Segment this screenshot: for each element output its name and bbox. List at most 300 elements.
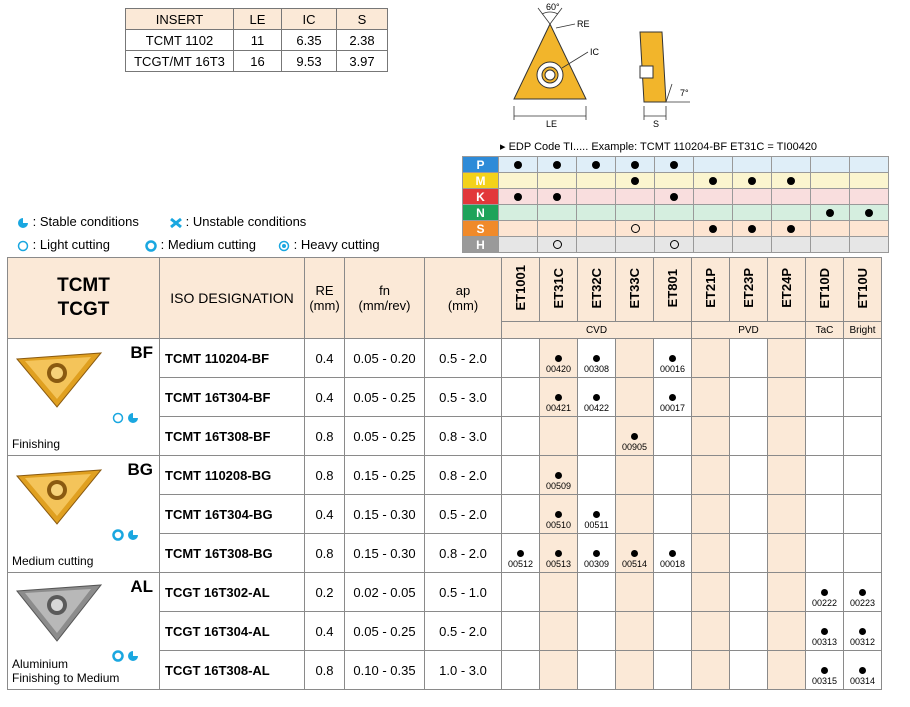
grade-availability-cell [692,339,730,378]
suitable-dot-icon [514,161,522,169]
section-label-wrap [12,554,93,568]
dim-cell: 16 [234,51,282,72]
legend-medium [145,237,256,252]
grade-availability-cell [768,612,806,651]
grade-header-label: ET10D [817,267,832,309]
re-header-label: RE [315,283,334,298]
grade-availability-cell [540,573,578,612]
available-dot-icon [631,433,638,440]
chipbreaker-label: AL [130,577,153,596]
grade-header [768,258,806,322]
available-dot-icon [859,589,866,596]
grade-availability-cell [502,612,540,651]
fn-value: 0.15 - 0.30 [345,495,425,534]
grade-availability-cell [616,573,654,612]
condition-marks-wrap [111,409,145,425]
material-mark-cell [772,221,811,237]
re-label: RE [577,19,590,29]
grade-header-label: ET33C [627,267,642,309]
material-mark-cell [733,221,772,237]
grade-availability-cell [844,612,882,651]
re-value: 0.2 [305,573,345,612]
section-label: Aluminium [12,657,69,671]
grade-availability-cell [502,534,540,573]
material-mark-cell [616,237,655,253]
material-mark-cell [616,205,655,221]
condition-marks-wrap [111,526,145,542]
material-mark-cell [616,173,655,189]
grade-header-label: ET23P [741,268,756,308]
grade-availability-cell [768,378,806,417]
material-mark-cell [772,237,811,253]
ap-value: 0.5 - 2.0 [425,612,502,651]
grade-header-label: ET801 [665,268,680,308]
edp-code: 00017 [659,403,686,413]
iso-designation: TCGT 16T302-AL [160,573,305,612]
fn-header-unit: (mm/rev) [358,298,411,313]
material-mark-cell [577,237,616,253]
material-mark-cell [811,221,850,237]
available-dot-icon [593,355,600,362]
material-mark-cell [850,221,889,237]
available-dot-icon [593,394,600,401]
material-mark-cell [733,237,772,253]
material-mark-cell [811,237,850,253]
grade-availability-cell [578,378,616,417]
grade-availability-cell [844,534,882,573]
edp-note [500,140,817,153]
unstable-conditions-icon [170,217,182,229]
ap-value: 0.5 - 2.0 [425,495,502,534]
iso-designation: TCGT 16T308-AL [160,651,305,690]
grade-availability-cell [844,456,882,495]
iso-designation: TCMT 16T308-BF [160,417,305,456]
grade-availability-cell [806,651,844,690]
edp-code: 00308 [583,364,610,374]
material-mark-cell [694,221,733,237]
available-dot-icon [859,628,866,635]
angle-label: 60° [546,2,560,12]
grade-availability-cell [768,573,806,612]
fn-value: 0.05 - 0.25 [345,378,425,417]
legend-unstable [170,214,306,229]
section-cell-bg [8,456,160,573]
grade-availability-cell [502,495,540,534]
grade-availability-cell [616,417,654,456]
occasional-circle-icon [553,240,562,249]
material-mark-cell [499,221,538,237]
legend-heavy-text: : Heavy cutting [293,237,380,252]
legend-unstable-text: : Unstable conditions [185,214,307,229]
grade-availability-cell [806,456,844,495]
material-letter: N [463,205,499,221]
material-letter: H [463,237,499,253]
material-mark-cell [655,173,694,189]
material-row-n [463,205,889,221]
grade-availability-cell [654,651,692,690]
dim-cell: 9.53 [282,51,337,72]
ap-value: 1.0 - 3.0 [425,651,502,690]
grade-availability-cell [578,612,616,651]
section-label-wrap [12,437,60,451]
material-mark-cell [577,157,616,173]
table-row [8,456,882,495]
suitable-dot-icon [553,161,561,169]
section-cell-bf [8,339,160,456]
iso-designation: TCMT 16T308-BG [160,534,305,573]
dimension-row [126,30,388,51]
insert-grade-table [7,257,882,690]
grade-availability-cell [578,534,616,573]
grade-availability-cell [768,417,806,456]
fn-value: 0.05 - 0.20 [345,339,425,378]
grade-header [806,258,844,322]
iso-header: ISO DESIGNATION [160,258,305,339]
grade-availability-cell [502,456,540,495]
material-mark-cell [850,205,889,221]
material-mark-cell [811,157,850,173]
grade-availability-cell [654,456,692,495]
grade-header [578,258,616,322]
ap-header-label: ap [455,283,471,298]
available-dot-icon [669,394,676,401]
grade-availability-cell [692,612,730,651]
dim-cell: 6.35 [282,30,337,51]
finishing-insert-icon [11,345,107,409]
light-cutting-icon [17,240,29,252]
suitable-dot-icon [631,161,639,169]
material-mark-cell [772,189,811,205]
grade-availability-cell [578,573,616,612]
material-row-k [463,189,889,205]
grade-header-label: ET1001 [513,265,528,311]
available-dot-icon [821,667,828,674]
available-dot-icon [555,355,562,362]
suitable-dot-icon [514,193,522,201]
material-mark-cell [499,173,538,189]
grade-availability-cell [730,495,768,534]
grade-availability-cell [616,456,654,495]
material-mark-cell [538,221,577,237]
ap-header [425,258,502,339]
grade-group-label: CVD [502,322,692,339]
grade-availability-cell [806,495,844,534]
material-row-h [463,237,889,253]
material-mark-cell [538,237,577,253]
grade-availability-cell [654,417,692,456]
grade-availability-cell [616,534,654,573]
suitable-dot-icon [787,225,795,233]
grade-availability-cell [768,495,806,534]
re-value: 0.4 [305,339,345,378]
ic-label: IC [590,47,599,57]
material-mark-cell [772,205,811,221]
chipbreaker-label: BF [130,343,153,362]
grade-availability-cell [806,534,844,573]
grade-header [844,258,882,322]
material-mark-cell [655,157,694,173]
grade-availability-cell [540,612,578,651]
grade-availability-cell [768,456,806,495]
suitable-dot-icon [592,161,600,169]
dim-cell: 11 [234,30,282,51]
s-label: S [653,119,660,129]
grade-availability-cell [692,495,730,534]
edp-code: 00313 [811,637,838,647]
re-value: 0.8 [305,534,345,573]
grade-availability-cell [540,456,578,495]
grade-availability-cell [844,339,882,378]
suitable-dot-icon [631,177,639,185]
material-mark-cell [616,157,655,173]
grade-availability-cell [806,378,844,417]
dim-header-s: S [337,9,388,30]
re-value: 0.8 [305,417,345,456]
grade-availability-cell [844,378,882,417]
grade-availability-cell [540,495,578,534]
grade-availability-cell [654,378,692,417]
suitable-dot-icon [709,177,717,185]
grade-availability-cell [616,339,654,378]
section-label: Finishing [12,437,61,451]
grade-availability-cell [692,417,730,456]
material-mark-cell [811,189,850,205]
material-letter: S [463,221,499,237]
material-mark-cell [733,173,772,189]
suitable-dot-icon [553,193,561,201]
material-row-p [463,157,889,173]
grade-availability-cell [578,651,616,690]
material-mark-cell [811,173,850,189]
grade-availability-cell [692,456,730,495]
grade-availability-cell [730,339,768,378]
condition-marks [111,411,145,425]
suitable-dot-icon [865,209,873,217]
grade-availability-cell [654,534,692,573]
re-header-unit: (mm) [309,298,340,313]
available-dot-icon [555,394,562,401]
fn-value: 0.10 - 0.35 [345,651,425,690]
section-label: Medium cutting [12,554,94,568]
material-row-m [463,173,889,189]
material-row-s [463,221,889,237]
edp-code: 00420 [545,364,572,374]
edp-note-text: EDP Code TI..... Example: TCMT 110204-BF ET31C = TI00420 [508,141,818,153]
material-mark-cell [850,157,889,173]
grade-group-label: TaC [806,322,844,339]
header-row [8,258,882,322]
grade-header-label: ET10U [855,267,870,309]
grade-availability-cell [540,651,578,690]
section-label-line2: Finishing to Medium [12,671,120,685]
aluminium-insert-icon [11,579,107,643]
grade-availability-cell [654,339,692,378]
edp-code: 00510 [545,520,572,530]
material-mark-cell [694,189,733,205]
iso-designation: TCMT 110208-BG [160,456,305,495]
material-mark-cell [772,173,811,189]
grade-availability-cell [730,573,768,612]
insert-side-view [640,32,690,129]
material-mark-cell [616,221,655,237]
suitable-dot-icon [748,177,756,185]
material-mark-cell [538,157,577,173]
edp-code: 00309 [583,559,610,569]
material-mark-cell [577,221,616,237]
ap-header-unit: (mm) [447,298,479,313]
iso-designation: TCGT 16T304-AL [160,612,305,651]
grade-availability-cell [844,495,882,534]
grade-availability-cell [616,651,654,690]
grade-availability-cell [730,534,768,573]
available-dot-icon [517,550,524,557]
grade-availability-cell [540,378,578,417]
dim-header-le: LE [234,9,282,30]
grade-availability-cell [616,612,654,651]
grade-availability-cell [692,573,730,612]
material-mark-cell [538,205,577,221]
edp-code: 00223 [849,598,876,608]
material-mark-cell [850,237,889,253]
heavy-cutting-icon [278,240,290,252]
edp-code: 00315 [811,676,838,686]
insert-image [11,579,107,646]
ap-value: 0.8 - 2.0 [425,534,502,573]
grade-availability-cell [654,612,692,651]
material-mark-cell [694,173,733,189]
available-dot-icon [821,589,828,596]
available-dot-icon [669,355,676,362]
family-line1: TCMT [57,275,110,296]
grade-availability-cell [806,573,844,612]
grade-group-label: Bright [844,322,882,339]
iso-designation: TCMT 16T304-BG [160,495,305,534]
fn-value: 0.15 - 0.30 [345,534,425,573]
iso-designation: TCMT 110204-BF [160,339,305,378]
grade-availability-cell [730,651,768,690]
grade-availability-cell [616,378,654,417]
material-mark-cell [499,205,538,221]
dimension-row [126,51,388,72]
suitable-dot-icon [670,193,678,201]
suitable-dot-icon [748,225,756,233]
medium-insert-icon [11,462,107,526]
chipbreaker-label: BG [127,460,153,479]
grade-availability-cell [844,417,882,456]
le-label: LE [546,119,558,129]
insert-drawing [500,2,710,132]
dim-cell: TCMT 1102 [126,30,234,51]
edp-code: 00018 [659,559,686,569]
ap-value: 0.8 - 2.0 [425,456,502,495]
legend-stable-text: : Stable conditions [32,214,139,229]
material-mark-cell [577,205,616,221]
material-mark-cell [655,205,694,221]
available-dot-icon [859,667,866,674]
grade-availability-cell [844,573,882,612]
edp-code: 00512 [507,559,534,569]
available-dot-icon [593,511,600,518]
available-dot-icon [555,472,562,479]
material-mark-cell [772,157,811,173]
grade-availability-cell [768,339,806,378]
material-mark-cell [538,189,577,205]
material-mark-cell [694,237,733,253]
material-mark-cell [850,173,889,189]
material-mark-cell [499,237,538,253]
grade-availability-cell [730,612,768,651]
insert-image [11,345,107,412]
grade-header [502,258,540,322]
iso-designation: TCMT 16T304-BF [160,378,305,417]
grade-availability-cell [616,495,654,534]
material-letter: M [463,173,499,189]
ap-value: 0.5 - 2.0 [425,339,502,378]
grade-group-label: PVD [692,322,806,339]
section-cell-al [8,573,160,690]
edp-code: 00511 [584,520,609,530]
grade-availability-cell [692,534,730,573]
dim-cell: TCGT/MT 16T3 [126,51,234,72]
re-value: 0.4 [305,612,345,651]
insert-image [11,462,107,529]
fn-value: 0.15 - 0.25 [345,456,425,495]
material-letter: K [463,189,499,205]
grade-availability-cell [654,495,692,534]
suitable-dot-icon [670,161,678,169]
ap-value: 0.5 - 3.0 [425,378,502,417]
material-mark-cell [694,157,733,173]
triangle-bullet-icon: ▸ [500,141,506,153]
dim-cell: 2.38 [337,30,388,51]
re-header [305,258,345,339]
grade-header-label: ET32C [589,267,604,309]
condition-marks [111,528,145,542]
dim-header-ic: IC [282,9,337,30]
material-letter: P [463,157,499,173]
re-value: 0.4 [305,495,345,534]
material-mark-cell [850,189,889,205]
material-mark-cell [577,173,616,189]
grade-availability-cell [502,651,540,690]
legend-heavy [278,237,380,252]
re-value: 0.4 [305,378,345,417]
material-mark-cell [538,173,577,189]
material-mark-cell [655,221,694,237]
grade-availability-cell [730,417,768,456]
grade-header-label: ET21P [703,268,718,308]
material-mark-cell [499,189,538,205]
available-dot-icon [555,550,562,557]
legend-light [17,237,110,252]
grade-availability-cell [502,378,540,417]
edp-code: 00314 [849,676,876,686]
fn-header [345,258,425,339]
material-strip [462,156,889,253]
material-mark-cell [733,205,772,221]
grade-availability-cell [502,417,540,456]
edp-code: 00513 [545,559,572,569]
fn-value: 0.05 - 0.25 [345,417,425,456]
suitable-dot-icon [787,177,795,185]
grade-availability-cell [806,417,844,456]
dimension-table [125,8,388,72]
available-dot-icon [593,550,600,557]
grade-availability-cell [578,495,616,534]
edp-code: 00905 [621,442,648,452]
material-mark-cell [577,189,616,205]
clearance-label: 7° [680,88,689,98]
